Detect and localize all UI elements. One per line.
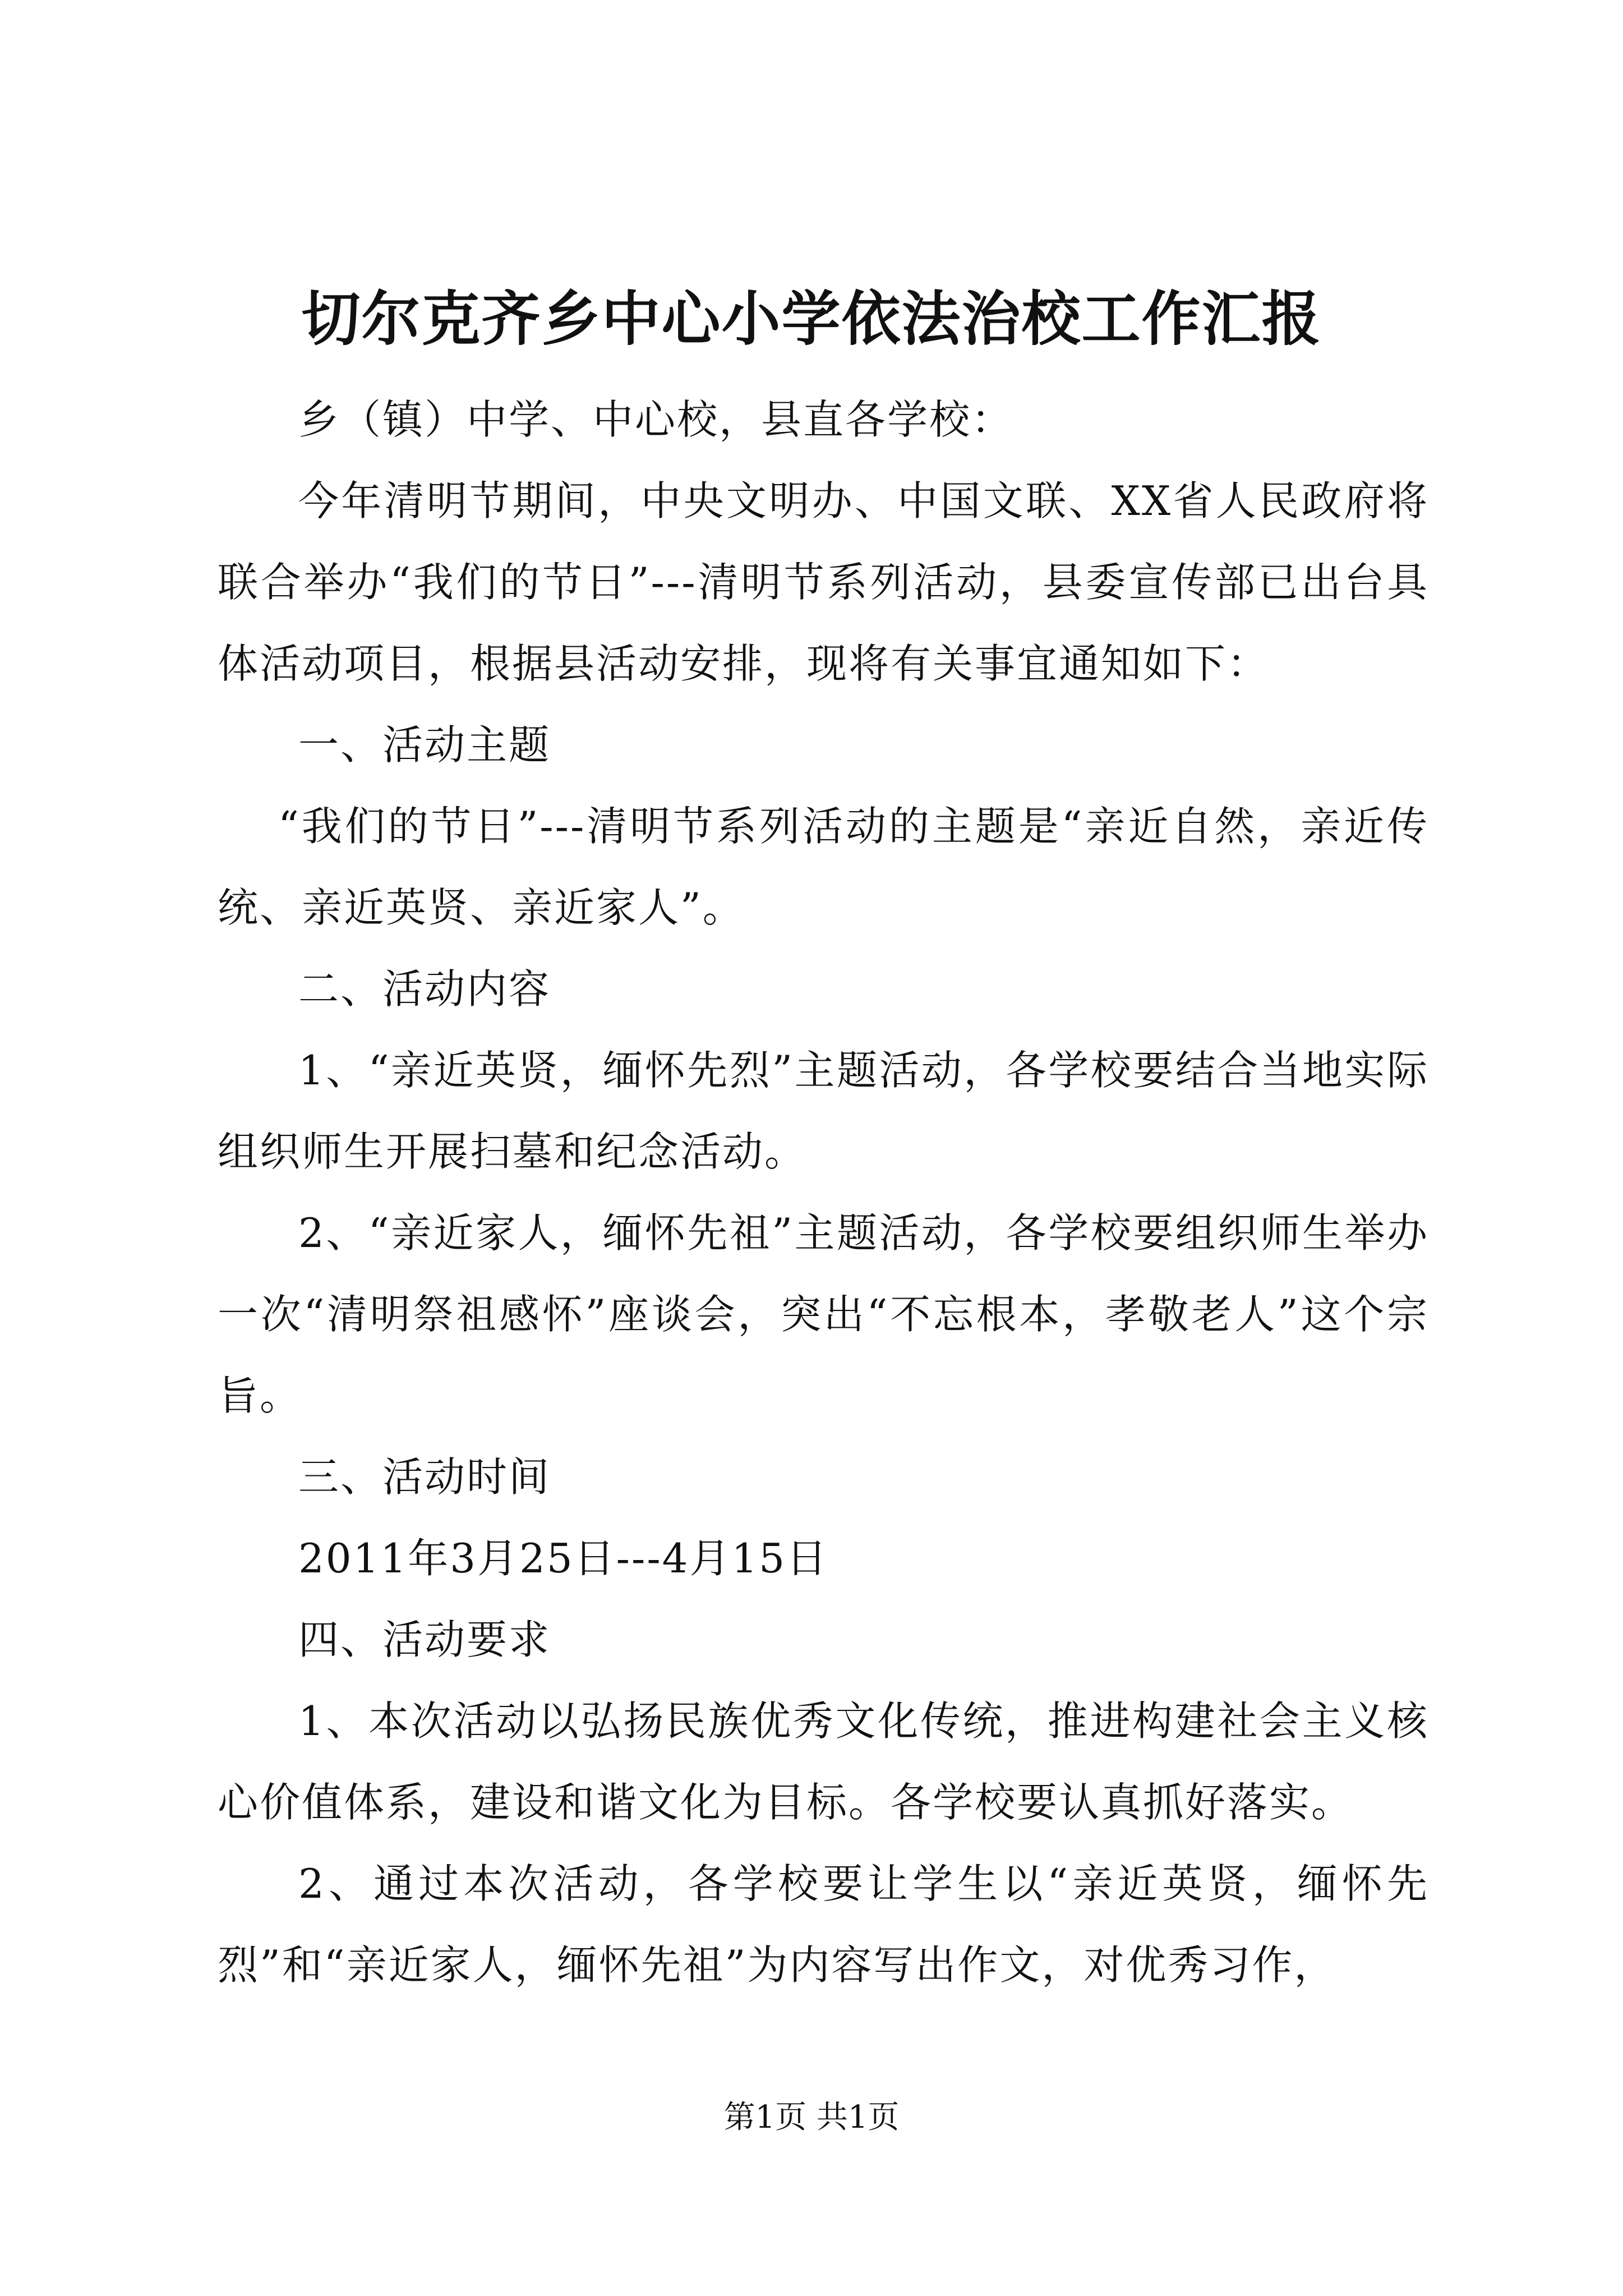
theme-paragraph: “我们的节日”---清明节系列活动的主题是“亲近自然，亲近传统、亲近英贤、亲近家人”。 bbox=[218, 803, 1429, 931]
section-heading-time: 三、活动时间 bbox=[298, 1453, 551, 1501]
intro-paragraph: 今年清明节期间，中央文明办、中国文联、XX省人民政府将联合举办“我们的节日”---清明节系列活动，县委宣传部已出台具体活动项目，根据县活动安排，现将有关事宜通知如下： bbox=[218, 477, 1429, 687]
section-heading-requirements: 四、活动要求 bbox=[298, 1616, 551, 1663]
section-heading-theme: 一、活动主题 bbox=[298, 721, 551, 769]
document-body bbox=[218, 379, 1429, 2006]
salutation-paragraph: 乡（镇）中学、中心校，县直各学校： bbox=[298, 396, 1014, 443]
requirement-item-2: 2、通过本次活动，各学校要让学生以“亲近英贤，缅怀先烈”和“亲近家人，缅怀先祖”为内容写出作文，对优秀习作， bbox=[218, 1860, 1429, 1989]
page-footer: 第1页 共1页 bbox=[723, 2099, 900, 2136]
requirement-item-1: 1、本次活动以弘扬民族优秀文化传统，推进构建社会主义核心价值体系，建设和谐文化为目标。各学校要认真抓好落实。 bbox=[218, 1697, 1429, 1826]
content-item-2: 2、“亲近家人，缅怀先祖”主题活动，各学校要组织师生举办一次“清明祭祖感怀”座谈会，突出“不忘根本，孝敬老人”这个宗旨。 bbox=[218, 1209, 1429, 1419]
time-paragraph: 2011年3月25日---4月15日 bbox=[298, 1535, 829, 1582]
section-heading-content: 二、活动内容 bbox=[298, 965, 551, 1013]
content-item-1: 1、“亲近英贤，缅怀先烈”主题活动，各学校要结合当地实际组织师生开展扫墓和纪念活动。 bbox=[218, 1047, 1429, 1175]
document-title: 切尔克齐乡中心小学依法治校工作汇报 bbox=[301, 284, 1322, 353]
